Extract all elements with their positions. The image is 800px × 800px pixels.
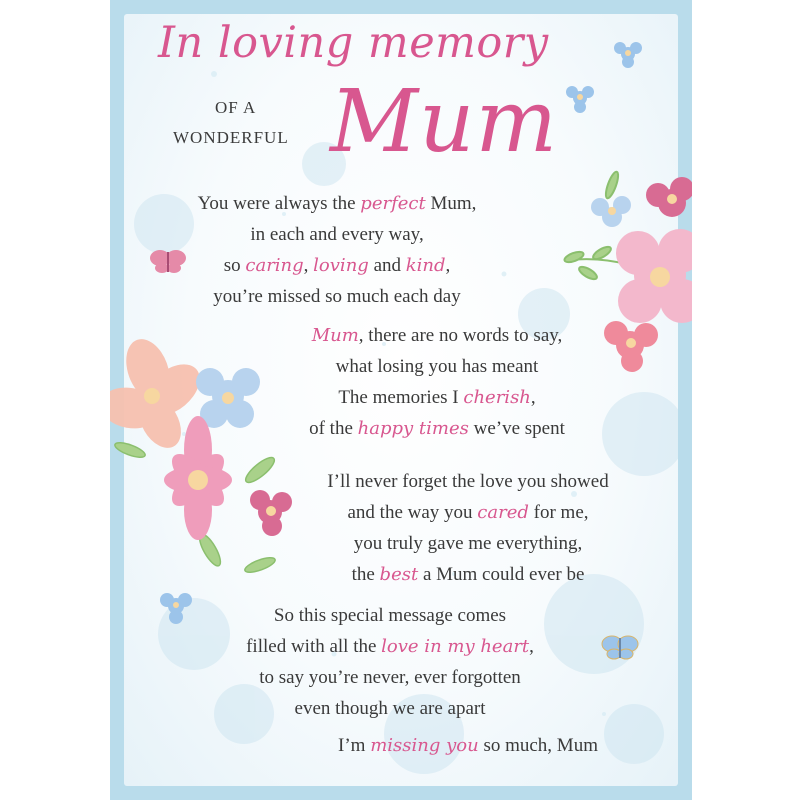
verse-line — [272, 382, 602, 413]
verse-text: and — [368, 255, 406, 276]
verse-text: even though we are apart — [294, 698, 486, 719]
verse-text: You were always the — [197, 193, 361, 214]
verse-2 — [272, 320, 602, 444]
verse-line — [308, 730, 628, 761]
subtitle-of-a: OF A — [215, 98, 257, 117]
verse-text: in each and every way, — [250, 224, 424, 245]
highlight-word: Mum — [311, 325, 359, 346]
verse-line — [210, 693, 570, 724]
verse-line — [272, 413, 602, 444]
mum-heading: Mum — [330, 72, 558, 172]
verse-4 — [210, 600, 570, 724]
verse-text: I’m — [338, 735, 371, 756]
verse-text: so — [223, 255, 246, 276]
verse-line — [292, 559, 644, 590]
verse-line — [292, 528, 644, 559]
verse-text: , — [529, 636, 534, 657]
verse-text: of the — [309, 418, 358, 439]
subtitle-wonderful: WONDERFUL — [173, 128, 289, 147]
verse-1 — [172, 188, 502, 312]
verse-line — [292, 466, 644, 497]
verse-line — [172, 219, 502, 250]
verse-line — [272, 351, 602, 382]
closing-line — [308, 730, 628, 761]
verse-text: , — [303, 255, 314, 276]
verse-line — [272, 320, 602, 351]
highlight-word: cherish — [463, 387, 531, 408]
highlight-word: kind — [405, 255, 446, 276]
butterfly-icon — [600, 632, 640, 664]
verse-text: what losing you has meant — [335, 356, 539, 377]
verse-text: so much, Mum — [478, 735, 598, 756]
highlight-word: love in my heart — [381, 636, 530, 657]
verse-line — [172, 250, 502, 281]
small-blue-flower-icon — [610, 40, 670, 80]
verse-text: So this special message comes — [273, 605, 507, 626]
verse-text: filled with all the — [246, 636, 382, 657]
verse-text: , — [445, 255, 451, 276]
verse-line — [172, 188, 502, 219]
highlight-word: cared — [477, 502, 529, 523]
verse-text: the — [351, 564, 380, 585]
card-title: In loving memory — [158, 18, 549, 68]
verse-text: and the way you — [347, 502, 478, 523]
verse-text: The memories I — [338, 387, 464, 408]
small-blue-flower-icon — [154, 588, 198, 628]
verse-text: I’ll never forget the love you showed — [327, 471, 609, 492]
verse-text: we’ve spent — [468, 418, 565, 439]
verse-line — [210, 631, 570, 662]
highlight-word: best — [379, 564, 419, 585]
highlight-word: happy times — [357, 418, 469, 439]
verse-line — [292, 497, 644, 528]
verse-line — [210, 600, 570, 631]
highlight-word: missing you — [370, 735, 479, 756]
verse-text: a Mum could ever be — [418, 564, 585, 585]
small-blue-flower-icon — [558, 80, 602, 116]
highlight-word: perfect — [360, 193, 426, 214]
verse-3 — [292, 466, 644, 590]
highlight-word: caring — [245, 255, 304, 276]
verse-text: , there are no words to say, — [358, 325, 563, 346]
verse-text: , — [530, 387, 536, 408]
verse-text: to say you’re never, ever forgotten — [259, 667, 521, 688]
memorial-card — [110, 0, 692, 800]
verse-text: for me, — [528, 502, 589, 523]
verse-line — [210, 662, 570, 693]
verse-line — [172, 281, 502, 312]
verse-text: you truly gave me everything, — [353, 533, 583, 554]
verse-text: you’re missed so much each day — [213, 286, 461, 307]
verse-text: Mum, — [425, 193, 477, 214]
highlight-word: loving — [313, 255, 369, 276]
